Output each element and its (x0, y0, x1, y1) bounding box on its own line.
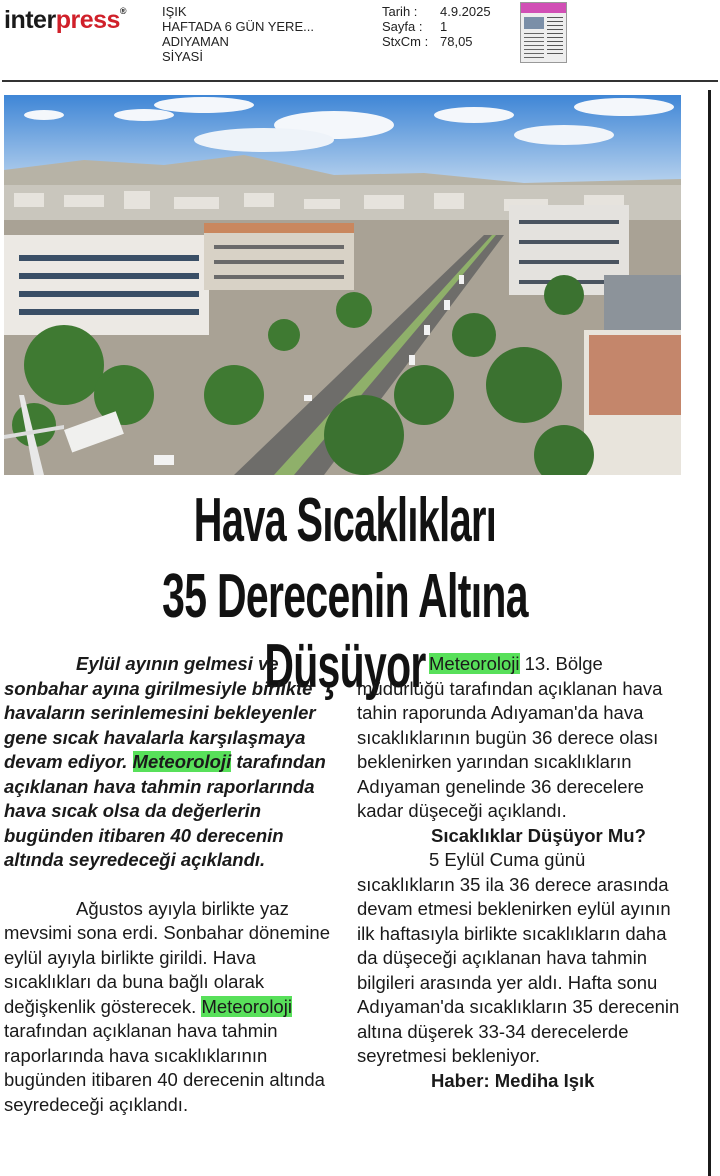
page-edge-border (708, 90, 711, 1176)
logo-prefix: inter (4, 6, 56, 34)
highlight-meteoroloji: Meteoroloji (201, 995, 292, 1017)
headline-line-1: Hava Sıcaklıkları (193, 486, 497, 555)
category: SİYASİ (162, 49, 203, 64)
city: ADIYAMAN (162, 34, 229, 49)
highlight-meteoroloji: Meteoroloji (429, 653, 520, 674)
lead-text-2: tarafından açıklanan hava tahmin raporlarında hava sıcak olsa da değerlerin bugünden itibaren 40 derecenin altında seyredeceği açıklandı. (4, 751, 326, 870)
body-paragraph-4 (357, 848, 687, 1069)
page-thumbnail[interactable] (520, 2, 567, 63)
lead-text-1: Eylül ayının gelmesi ve sonbahar ayına girilmesiyle birlikte havaların serinlemesini bekleyenler gene sıcak havalarla karşılaşmaya devam ediyor. (4, 653, 316, 772)
body-paragraph-3 (357, 652, 687, 824)
publication-name: IŞIK (162, 4, 187, 19)
headline-short: HAFTADA 6 GÜN YERE... (162, 19, 314, 34)
p3-text: 13. Bölge müdürlüğü tarafından açıklanan hava tahin raporunda Adıyaman'da hava sıcaklıklarının bugün 36 derece olası beklenirken yarından sıcaklıkların Adıyaman genelinde 36 derecelere kadar düşeceği açıklandı. (357, 653, 663, 821)
p2-text-1: Ağustos ayıyla birlikte yaz mevsimi sona erdi. Sonbahar dönemine eylül ayıyla birlikte girildi. Hava sıcaklıkları da buna bağlı olarak değişkenlik gösterecek. (4, 897, 330, 1017)
byline: Haber: Mediha Işık (431, 1069, 595, 1091)
date-value: 4.9.2025 (440, 4, 491, 19)
body-paragraph-2 (4, 897, 334, 1118)
clipping-header (0, 0, 720, 82)
page-value: 1 (440, 19, 448, 34)
p4-text: 5 Eylül Cuma günü sıcaklıkların 35 ila 36 derece arasında devam etmesi beklenirken eylül ayının ilk haftasıyla birlikte sıcaklıkların daha da düşeceği açıklanan hava tahmin bilgileri arasında yer aldı. Hafta sonu Adıyaman'da sıcaklıkların 35 derecenin altına düşerek 33-34 derecelerde seyretmesi bekleniyor. (357, 849, 680, 1066)
highlight-meteoroloji: Meteoroloji (132, 751, 232, 772)
lead-paragraph (4, 652, 334, 873)
logo-registered-mark: ® (119, 6, 127, 16)
size-row (382, 34, 491, 49)
size-value: 78,05 (440, 34, 473, 49)
page-row (382, 19, 491, 34)
date-label: Tarih : (382, 4, 418, 19)
size-label: StxCm : (382, 34, 429, 49)
clipping-meta (382, 4, 491, 49)
page-label: Sayfa : (382, 19, 423, 34)
p2-text-2: tarafından açıklanan hava tahmin raporlarında hava sıcaklıklarının bugünden itibaren 40 derecenin altında seyredeceği açıklandı. (4, 1020, 325, 1115)
city-aerial-photo (4, 95, 681, 475)
subheading: Sıcaklıklar Düşüyor Mu? (431, 824, 646, 846)
header-divider (2, 80, 718, 82)
clipping-info (162, 4, 314, 64)
article-column-right (357, 652, 687, 1093)
article-column-left (4, 652, 334, 1117)
date-row (382, 4, 491, 19)
headline-line-2: 35 Derecenin Altına Düşüyor (162, 562, 528, 701)
interpress-logo (4, 6, 126, 35)
logo-suffix: press (55, 6, 120, 34)
